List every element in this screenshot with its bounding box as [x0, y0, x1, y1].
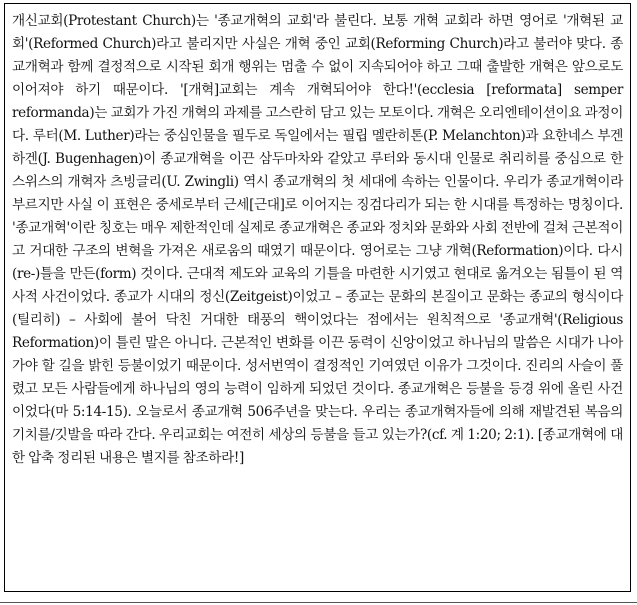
document-frame: [4, 3, 631, 592]
body-paragraph: 개신교회(Protestant Church)는 '종교개혁의 교회'라 불린다. 보통 개혁 교회라 하면 영어로 '개혁된 교회'(Reformed Church)라고 불리지만 사실은 개혁 중인 교회(Reforming Church)라고 불러야 맞다. 종교개혁과 함께 결정적으로 시작된 회개 행위는 멈출 수 없이 지속되어야 하고 그때 출발한 개혁은 앞으로도 이어져야 하기 때문이다. '[개혁]교회는 계속 개혁되어야 한다!'(ecclesia [reformata] semper reformanda)는 교회가 가진 개혁의 과제를 고스란히 담고 있는 모토이다. 개혁은 오리엔테이션이요 과정이다. 루터(M. Luther)라는 중심인물을 필두로 독일에서는 필립 멜란히톤(P. Melanchton)과 요한네스 부겐하겐(J. Bugenhagen)이 종교개혁을 이끈 삼두마차와 같았고 루터와 동시대 인물로 취리히를 중심으로 한 스위스의 개혁자 츠빙글리(U. Zwingli) 역시 종교개혁의 첫 세대에 속하는 인물이다. 우리가 종교개혁이라 부르지만 사실 이 표현은 중세로부터 근세[근대]로 이어지는 징검다리가 되는 한 시대를 특정하는 명칭이다. '종교개혁'이란 칭호는 매우 제한적인데 실제로 종교개혁은 종교와 정치와 문화와 사회 전반에 걸쳐 근본적이고 거대한 구조의 변혁을 가져온 새로움의 때였기 때문이다. 영어로는 그냥 개혁(Reformation)이다. 다시(re-)틀을 만든(form) 것이다. 근대적 제도와 교육의 기틀을 마련한 시기였고 현대로 옮겨오는 됨틀이 된 역사적 사건이었다. 종교가 시대의 정신(Zeitgeist)이었고 – 종교는 문화의 본질이고 문화는 종교의 형식이다(틸리히) – 사회에 불어 닥친 거대한 태풍의 핵이었다는 점에서는 원칙적으로 '종교개혁'(Religious Reformation)이 틀린 말은 아니다. 근본적인 변화를 이끈 동력이 신앙이었고 하나님의 말씀은 시대가 나아가야 할 길을 밝힌 등불이었기 때문이다. 성서번역이 결정적인 기여였던 이유가 그것이다. 진리의 사슬이 풀렸고 모든 사람들에게 하나님의 영의 능력이 임하게 되었던 것이다. 종교개혁은 등불을 등경 위에 올린 사건이었다(마 5:14-15). 오늘로서 종교개혁 506주년을 맞는다. 우리는 종교개혁자들에 의해 재발견된 복음의 기치를/깃발을 따라 간다. 우리교회는 여전히 세상의 등불을 들고 있는가?(cf. 계 1:20; 2:1). [종교개혁에 대한 압축 정리된 내용은 별지를 참조하라!]: [12, 13, 623, 466]
bottom-divider: [0, 602, 637, 603]
